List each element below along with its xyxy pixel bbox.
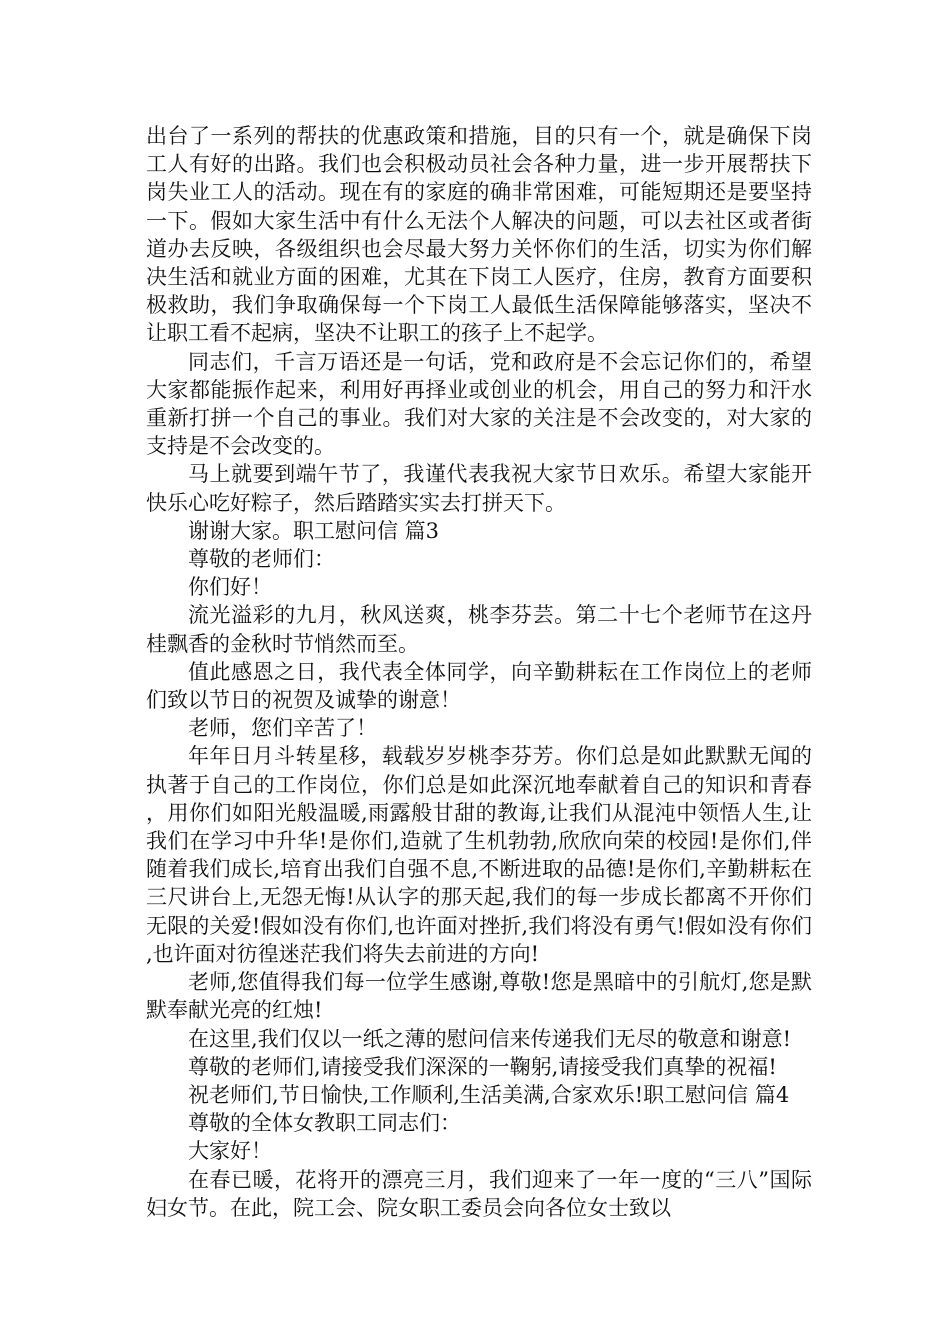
paragraph-7: 流光溢彩的九月，秋风送爽，桃李芬芸。第二十七个老师节在这丹桂飘香的金秋时节悄然而至。 <box>146 603 812 656</box>
paragraph-3: 马上就要到端午节了，我谨代表我祝大家节日欢乐。希望大家能开快乐心吃好粽子，然后踏踏实实去打拼天下。 <box>146 462 812 515</box>
paragraph-5: 尊敬的老师们： <box>188 547 335 572</box>
paragraph-6: 你们好！ <box>188 575 272 600</box>
paragraph-15: 尊敬的全体女教职工同志们： <box>188 1111 461 1136</box>
paragraph-9: 老师，您们辛苦了！ <box>188 716 377 741</box>
paragraph-1: 出台了一系列的帮扶的优惠政策和措施，目的只有一个，就是确保下岗工人有好的出路。我们也会积极动员社会各种力量，进一步开展帮扶下岗失业工人的活动。现在有的家庭的确非常困难，可能短期还是要坚持一下。假如大家生活中有什么无法个人解决的问题，可以去社区或者街道办去反映，各级组织也会尽最大努力关怀你们的生活，切实为你们解决生活和就业方面的困难，尤其在下岗工人医疗，住房，教育方面要积极救助，我们争取确保每一个下岗工人最低生活保障能够落实，坚决不让职工看不起病，坚决不让职工的孩子上不起学。 <box>146 124 812 346</box>
paragraph-10: 年年日月斗转星移，载载岁岁桃李芬芳。你们总是如此默默无闻的执著于自己的工作岗位，你们总是如此深沉地奉献着自己的知识和青春，用你们如阳光般温暖,雨露般甘甜的教诲,让我们从混沌中领悟人生,让我们在学习中升华!是你们,造就了生机勃勃,欣欣向荣的校园!是你们,伴随着我们成长,培育出我们自强不息,不断进取的品德!是你们,辛勤耕耘在三尺讲台上,无怨无悔!从认字的那天起,我们的每一步成长都离不开你们无限的关爱!假如没有你们,也许面对挫折,我们将没有勇气!假如没有你们,也许面对彷徨迷茫我们将失去前进的方向! <box>146 744 812 966</box>
paragraph-17: 在春已暖，花将开的漂亮三月，我们迎来了一年一度的“三八”国际妇女节。在此，院工会、院女职工委员会向各位女士致以 <box>146 1167 812 1220</box>
paragraph-8: 值此感恩之日，我代表全体同学，向辛勤耕耘在工作岗位上的老师们致以节日的祝贺及诚挚的谢意！ <box>146 659 812 713</box>
paragraph-16: 大家好！ <box>188 1139 272 1164</box>
paragraph-11: 老师,您值得我们每一位学生感谢,尊敬!您是黑暗中的引航灯,您是默默奉献光亮的红烛! <box>146 970 812 1023</box>
paragraph-13: 尊敬的老师们,请接受我们深深的一鞠躬,请接受我们真挚的祝福! <box>188 1054 777 1079</box>
paragraph-12: 在这里,我们仅以一纸之薄的慰问信来传递我们无尽的敬意和谢意! <box>188 1026 792 1051</box>
paragraph-4: 谢谢大家。职工慰问信 篇3 <box>188 518 440 543</box>
paragraph-14: 祝老师们,节日愉快,工作顺利,生活美满,合家欢乐!职工慰问信 篇4 <box>188 1082 790 1107</box>
paragraph-2: 同志们，千言万语还是一句话，党和政府是不会忘记你们的，希望大家都能振作起来，利用好再择业或创业的机会，用自己的努力和汗水重新打拼一个自己的事业。我们对大家的关注是不会改变的，对大家的支持是不会改变的。 <box>146 349 812 459</box>
document-page <box>146 122 812 1222</box>
